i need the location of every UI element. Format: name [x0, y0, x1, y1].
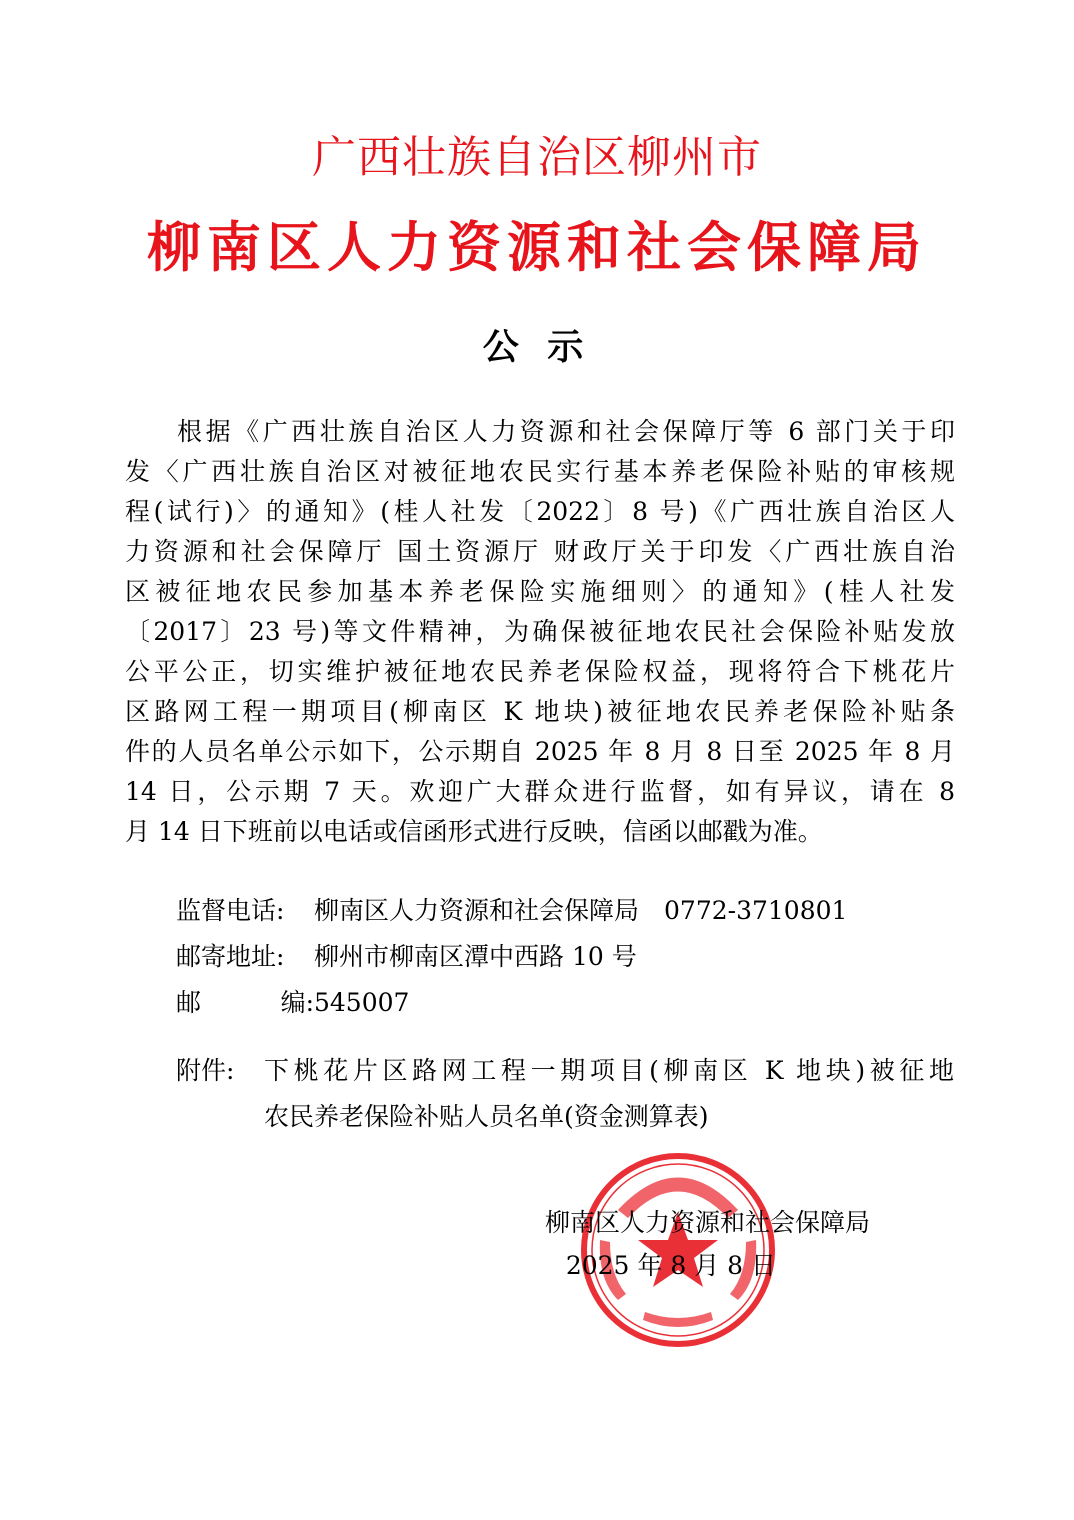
signature-block — [460, 1200, 900, 1286]
postcode-row — [176, 980, 936, 1026]
body-line: 14 日，公示期 7 天。欢迎广大群众进行监督，如有异议，请在 8 — [125, 777, 955, 806]
postcode-value: 545007 — [314, 988, 410, 1017]
body-line: 公平公正，切实维护被征地农民养老保险权益，现将符合下桃花片 — [125, 657, 955, 686]
body-line: 区路网工程一期项目(柳南区 K 地块)被征地农民养老保险补贴条 — [125, 697, 955, 726]
body-line: 根据《广西壮族自治区人力资源和社会保障厅等 6 部门关于印 — [177, 417, 955, 446]
postcode-label-char: 邮 — [176, 988, 202, 1017]
phone-value: 柳南区人力资源和社会保障局 0772-3710801 — [314, 896, 848, 925]
body-line: 发〈广西壮族自治区对被征地农民实行基本养老保险补贴的审核规 — [125, 457, 955, 486]
header-region: 广西壮族自治区柳州市 — [312, 132, 762, 183]
attachment-line: 下桃花片区路网工程一期项目(柳南区 K 地块)被征地 — [264, 1056, 954, 1085]
body-line: 〔2017〕23 号)等文件精神，为确保被征地农民社会保险补贴发放 — [125, 617, 955, 646]
attachment-block — [176, 1048, 956, 1140]
address-label: 邮寄地址: — [176, 942, 285, 971]
signature-org: 柳南区人力资源和社会保障局 — [544, 1208, 870, 1237]
postcode-label-char: 编: — [280, 988, 314, 1017]
body-line: 月 14 日下班前以电话或信函形式进行反映，信函以邮戳为准。 — [125, 817, 823, 846]
attachment-row — [176, 1048, 956, 1094]
header-bureau: 柳南区人力资源和社会保障局 — [147, 215, 927, 279]
attachment-indent — [176, 1094, 264, 1140]
body-line: 力资源和社会保障厅 国土资源厅 财政厅关于印发〈广西壮族自治 — [125, 537, 955, 566]
body-line: 件的人员名单公示如下，公示期自 2025 年 8 月 8 日至 2025 年 8 月 — [125, 737, 955, 766]
address-row — [176, 934, 936, 980]
contact-block — [176, 888, 936, 1026]
body-paragraph — [125, 412, 955, 852]
attachment-row — [176, 1094, 956, 1140]
address-value: 柳州市柳南区潭中西路 10 号 — [314, 942, 637, 971]
phone-label: 监督电话: — [176, 896, 285, 925]
body-line: 区被征地农民参加基本养老保险实施细则〉的通知》(桂人社发 — [125, 577, 955, 606]
attachment-line: 农民养老保险补贴人员名单(资金测算表) — [264, 1102, 709, 1131]
attachment-label: 附件: — [176, 1056, 235, 1085]
document-title: 公 示 — [482, 326, 592, 368]
phone-row — [176, 888, 936, 934]
signature-date: 2025 年 8 月 8 日 — [565, 1251, 776, 1280]
postcode-label — [176, 980, 314, 1026]
body-line: 程(试行)〉的通知》(桂人社发〔2022〕8 号)《广西壮族自治区人 — [125, 497, 955, 526]
